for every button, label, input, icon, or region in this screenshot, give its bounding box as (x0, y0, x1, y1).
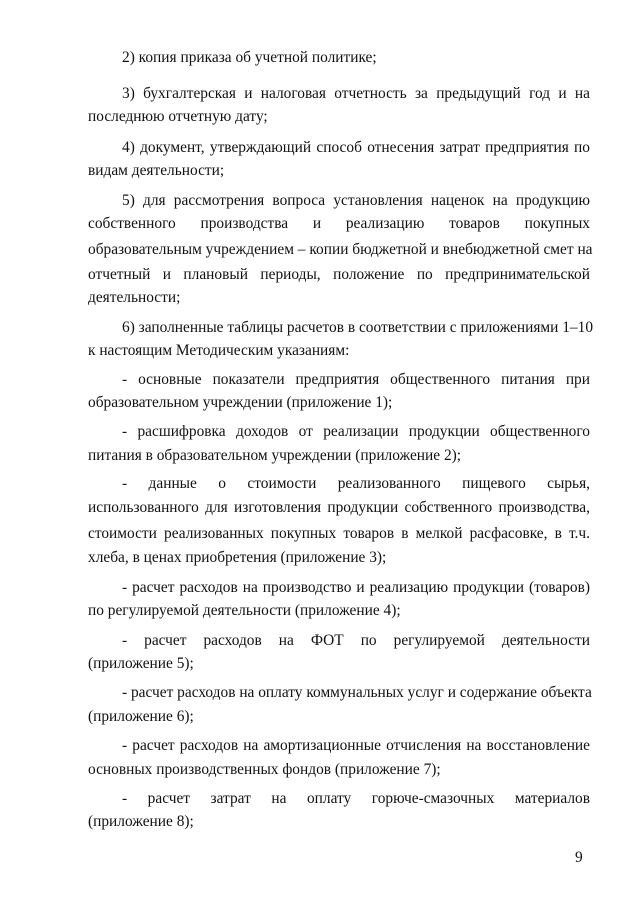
text-line: (приложение 6); (88, 708, 194, 725)
text-line: 4) документ, утверждающий способ отнесения затрат предприятия по (122, 139, 590, 156)
text-line: - расчет расходов на производство и реализацию продукции (товаров) (122, 579, 590, 596)
text-line: - данные о стоимости реализованного пищевого сырья, (122, 475, 590, 492)
page-number: 9 (575, 849, 583, 866)
text-line: - расчет расходов на ФОТ по регулируемой деятельности (122, 632, 590, 649)
text-line: - расшифровка доходов от реализации продукции общественного (122, 423, 590, 440)
text-line: 2) копия приказа об учетной политике; (122, 49, 377, 66)
text-line: 5) для рассмотрения вопроса установления наценок на продукцию (122, 192, 590, 209)
text-line: основных производственных фондов (приложение 7); (88, 761, 441, 778)
text-line: стоимости реализованных покупных товаров в мелкой расфасовке, в т.ч. (88, 525, 590, 542)
text-line: собственного производства и реализацию товаров покупных (88, 215, 590, 232)
text-line: отчетный и плановый периоды, положение по предпринимательской (88, 266, 590, 283)
text-line: - расчет расходов на амортизационные отчисления на восстановление (122, 737, 590, 754)
text-line: по регулируемой деятельности (приложение 4); (88, 602, 401, 619)
text-line: образовательном учреждении (приложение 1); (88, 394, 393, 411)
text-line: 6) заполненные таблицы расчетов в соответствии с приложениями 1–10 (122, 319, 594, 336)
text-line: хлеба, в ценах приобретения (приложение 3); (88, 549, 387, 566)
text-line: 3) бухгалтерская и налоговая отчетность за предыдущий год и на (122, 85, 590, 102)
text-line: (приложение 8); (88, 813, 194, 830)
text-line: питания в образовательном учреждении (приложение 2); (88, 447, 462, 464)
text-line: образовательным учреждением – копии бюджетной и внебюджетной смет на (88, 241, 593, 258)
text-line: - расчет затрат на оплату горюче-смазочных материалов (122, 790, 590, 807)
text-line: последнюю отчетную дату; (88, 108, 268, 125)
text-line: использованного для изготовления продукции собственного производства, (88, 499, 590, 516)
text-line: - расчет расходов на оплату коммунальных услуг и содержание объекта (122, 684, 592, 701)
text-line: (приложение 5); (88, 655, 194, 672)
text-line: видам деятельности; (88, 162, 225, 179)
text-line: к настоящим Методическим указаниям: (88, 342, 350, 359)
text-line: - основные показатели предприятия общественного питания при (122, 371, 590, 388)
text-line: деятельности; (88, 289, 181, 306)
